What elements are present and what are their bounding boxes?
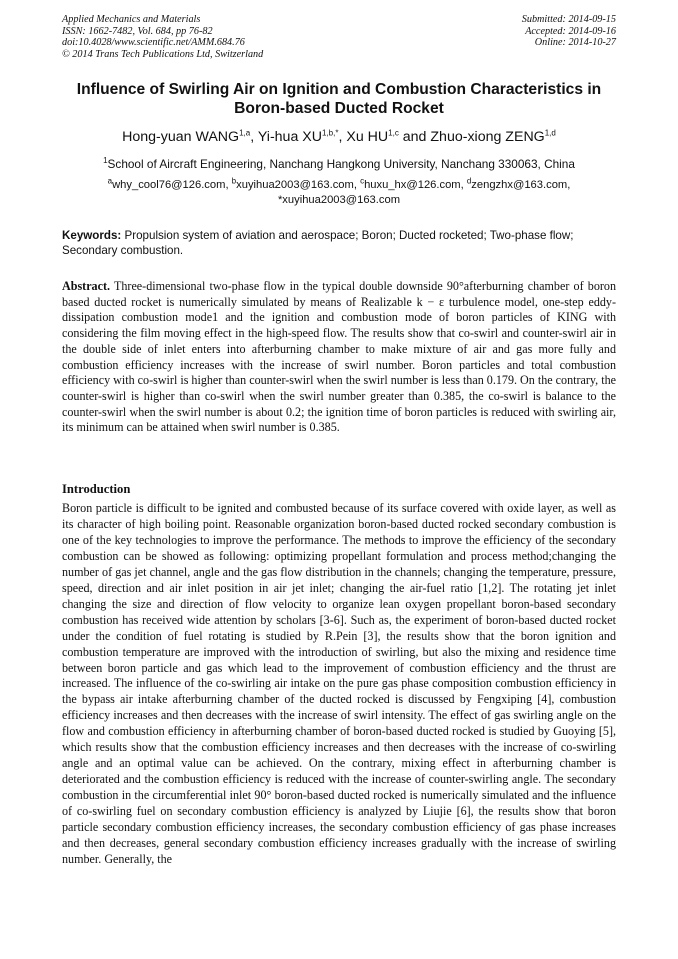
- email-mark: a: [107, 176, 113, 186]
- author-separator: ,: [338, 129, 347, 145]
- email-mark: c: [360, 176, 365, 186]
- affiliation-text: School of Aircraft Engineering, Nanchang Hangkong University, Nanchang 330063, China: [107, 157, 575, 171]
- email-line: [62, 178, 616, 193]
- keywords-block: [62, 228, 616, 258]
- keywords-text: Propulsion system of aviation and aerospace; Boron; Ducted rocketed; Two-phase flow; Secondary combustion.: [62, 229, 574, 258]
- doi-line: doi:10.4028/www.scientific.net/AMM.684.76: [62, 37, 245, 49]
- abstract-block: [62, 279, 616, 436]
- dates-header: [522, 14, 616, 49]
- author-affiliation-mark: 1,d: [544, 128, 556, 138]
- author-name: Zhuo-xiong ZENG: [430, 129, 545, 145]
- email-link: huxu_hx@126.com,: [364, 179, 467, 191]
- journal-header: [62, 14, 263, 60]
- author-name: Hong-yuan WANG: [122, 129, 240, 145]
- email-mark: d: [466, 176, 472, 186]
- paper-title: Influence of Swirling Air on Ignition and Combustion Characteristics in Boron-based Ducted Rocket: [76, 81, 602, 117]
- author-separator: and: [398, 129, 431, 145]
- author-affiliation-mark: 1,a: [239, 128, 251, 138]
- author-affiliation-mark: 1,b,*: [322, 128, 339, 138]
- affiliation: [62, 157, 616, 172]
- author-name: Yi-hua XU: [257, 129, 322, 145]
- email-link: why_cool76@126.com,: [112, 179, 232, 191]
- abstract-text: Three-dimensional two-phase flow in the typical double downside 90°afterburning chamber of boron based ducted rocket is numerically simulated by means of Realizable k − ε turbulence model, one-step eddy-dissipation combustion mode1 and the ignition and combustion mode of boron particles of KING with considering the film moving effect in the high-speed flow. The results show that co-swirl and counter-swirl air in the double side of inlet enters into afterburning chamber to make mixture of air and gas more fully and combustion efficiency increases with the increase of swirl number. Boron particles and total combustion efficiency with co-swirl is higher than counter-swirl when the swirl number is less than 0.179. On the contrary, the counter-swirl is higher than co-swirl when the swirl number greater than 0.385, the co-swirl is balance to the counter-swirl when the swirl number is about 0.2; the ignition time of boron particles is reduced with swirling air, its minimum can be attained when swirl number is 0.385.: [62, 279, 616, 435]
- online-date: Online: 2014-10-27: [534, 37, 616, 49]
- keywords-label: Keywords:: [62, 229, 122, 242]
- journal-name: Applied Mechanics and Materials: [62, 14, 201, 25]
- introduction-heading: Introduction: [62, 482, 131, 496]
- email-link: xuyihua2003@163.com,: [236, 179, 361, 191]
- abstract-label: Abstract.: [62, 279, 111, 293]
- introduction-body: Boron particle is difficult to be ignited and combusted because of its surface covered with oxide layer, as well as its character of high boiling point. Reasonable organization boron-based ducted rocked secondary combustion is one of the key technologies to improve the performance. The methods to improve the efficiency of the secondary combustion can be showed as following: optimizing propellant formulation and process method;changing the number of gas jet channel, angle and the gas flow distribution in the channels; changing the temperature, pressure, speed, direction and air inlet position in air jet inlet; changing the air-fuel ratio [1,2]. The rotating jet inlet changing the size and direction of flow velocity to organize lean oxygen propellant boron-based secondary combustion has received wide attention by scholars [3-6]. Such as, the experiment of boron-based ducted rocket under the condition of fuel rotating is studied by R.Pein [3], the results show that the boron ignition and combustion temperature are improved with the introduction of swirling, but also the mixing and residence time between boron particle and gas which lead to the improvement of combustion efficiency and the thrust are increased. The influence of the co-swirling air intake on the pure gas phase composition combustion efficiency in the bypass air intake afterburning chamber of the ducted rocked is discussed by Fengxiping [4], combustion efficiency increases and then decreases with the increase of swirl intensity. The effect of gas swirling angle on the flow and combustion efficiency in afterburning chamber of boron-based ducted rocked is studied by Guoying [5], which results show that the combustion efficiency increases and then decreases with the increase of co-swirling angle and an optimal value can be achieved. On the contrary, mixing effect in afterburning chamber is deteriorated and the combustion efficiency is reduced with the increase of counter-swirling angle. The secondary combustion in the circumferential inlet 90° boron-based ducted rocked is numerically simulated and the influence of co-swirling fuel on secondary combustion efficiency is analyzed by Liujie [6], the results show that boron particle secondary combustion efficiency increases, the secondary combustion efficiency of gas phase increases and then decreases, general secondary combustion efficiency increases gradually with the increase of swirling number. Generally, the: [62, 501, 616, 866]
- author-list: [62, 128, 616, 146]
- author-name: Xu HU: [346, 129, 389, 145]
- email-link: zengzhx@163.com,: [471, 179, 571, 191]
- accepted-date: Accepted: 2014-09-16: [525, 25, 616, 37]
- corresponding-email: *xuyihua2003@163.com: [277, 194, 401, 206]
- author-affiliation-mark: 1,c: [388, 128, 399, 138]
- copyright-line: © 2014 Trans Tech Publications Ltd, Switzerland: [62, 48, 264, 60]
- issn-line: ISSN: 1662-7482, Vol. 684, pp 76-82: [62, 25, 213, 37]
- email-mark: b: [231, 176, 237, 186]
- submitted-date: Submitted: 2014-09-15: [521, 14, 616, 25]
- author-emails: [62, 178, 616, 208]
- affiliation-mark: 1: [103, 156, 108, 166]
- author-separator: ,: [250, 129, 258, 145]
